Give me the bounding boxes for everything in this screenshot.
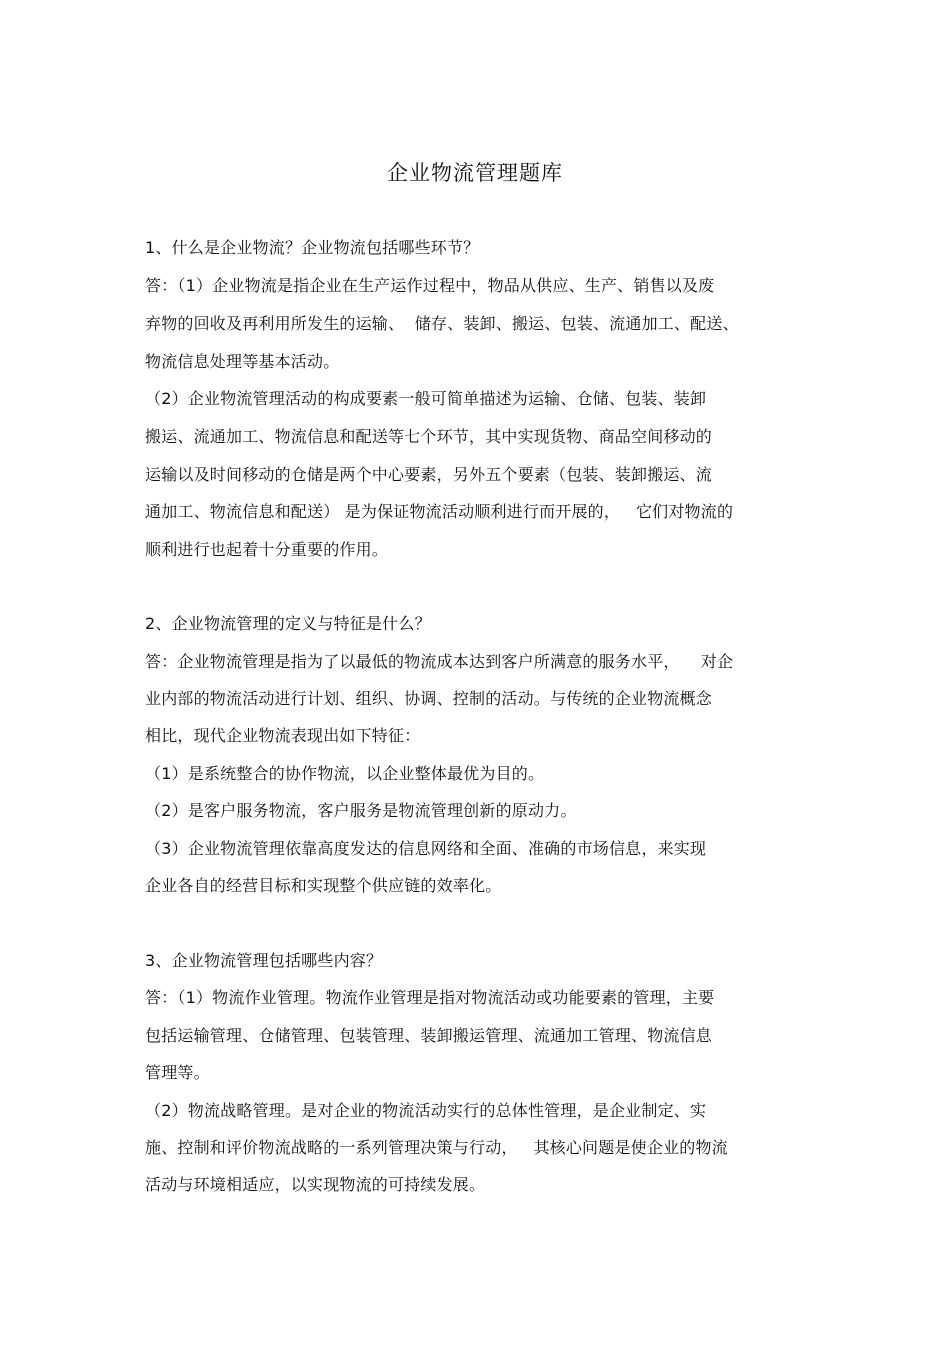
question-3: 3、企业物流管理包括哪些内容？ [145,951,383,970]
answer-text: （2）企业物流管理活动的构成要素一般可简单描述为运输、仓储、包装、装卸 [145,389,707,408]
answer-text: 运输以及时间移动的仓储是两个中心要素，另外五个要素（包装、装卸搬运、流 [145,465,713,484]
answer-text: 业内部的物流活动进行计划、组织、协调、控制的活动。与传统的企业物流概念 [145,689,713,708]
answer-text: （2）是客户服务物流，客户服务是物流管理创新的原动力。 [145,801,577,820]
answer-text: （2）物流战略管理。是对企业的物流活动实行的总体性管理，是企业制定、实 [145,1101,707,1120]
answer-text: 顺利进行也起着十分重要的作用。 [145,540,389,559]
question-1: 1、什么是企业物流？企业物流包括哪些环节？ [145,238,480,257]
answer-text: 包括运输管理、仓储管理、包装管理、装卸搬运管理、流通加工管理、物流信息 [145,1026,713,1045]
answer-text: 通加工、物流信息和配送） 是为保证物流活动顺利进行而开展的， 它们对物流的 [145,502,734,521]
answer-text: 相比，现代企业物流表现出如下特征： [145,726,421,745]
answer-text: 企业各自的经营目标和实现整个供应链的效率化。 [145,876,502,895]
answer-text: 物流信息处理等基本活动。 [145,352,340,371]
answer-text: 答：（1）物流作业管理。物流作业管理是指对物流活动或功能要素的管理，主要 [145,988,715,1007]
question-2: 2、企业物流管理的定义与特征是什么？ [145,614,431,633]
answer-text: （3）企业物流管理依靠高度发达的信息网络和全面、准确的市场信息，来实现 [145,839,707,858]
answer-text: 弃物的回收及再利用所发生的运输、 储存、装卸、搬运、包装、流通加工、配送、 [145,314,739,333]
answer-text: 搬运、流通加工、物流信息和配送等七个环节，其中实现货物、商品空间移动的 [145,427,713,446]
answer-text: 活动与环境相适应，以实现物流的可持续发展。 [145,1175,486,1194]
answer-text: （1）是系统整合的协作物流，以企业整体最优为目的。 [145,764,545,783]
page-title: 企业物流管理题库 [387,161,563,185]
answer-text: 管理等。 [145,1063,210,1082]
answer-text: 答：企业物流管理是指为了以最低的物流成本达到客户所满意的服务水平， 对企 [145,652,734,671]
answer-text: 答：（1）企业物流是指企业在生产运作过程中，物品从供应、生产、销售以及废 [145,276,715,295]
answer-text: 施、控制和评价物流战略的一系列管理决策与行动， 其核心问题是使企业的物流 [145,1138,728,1157]
